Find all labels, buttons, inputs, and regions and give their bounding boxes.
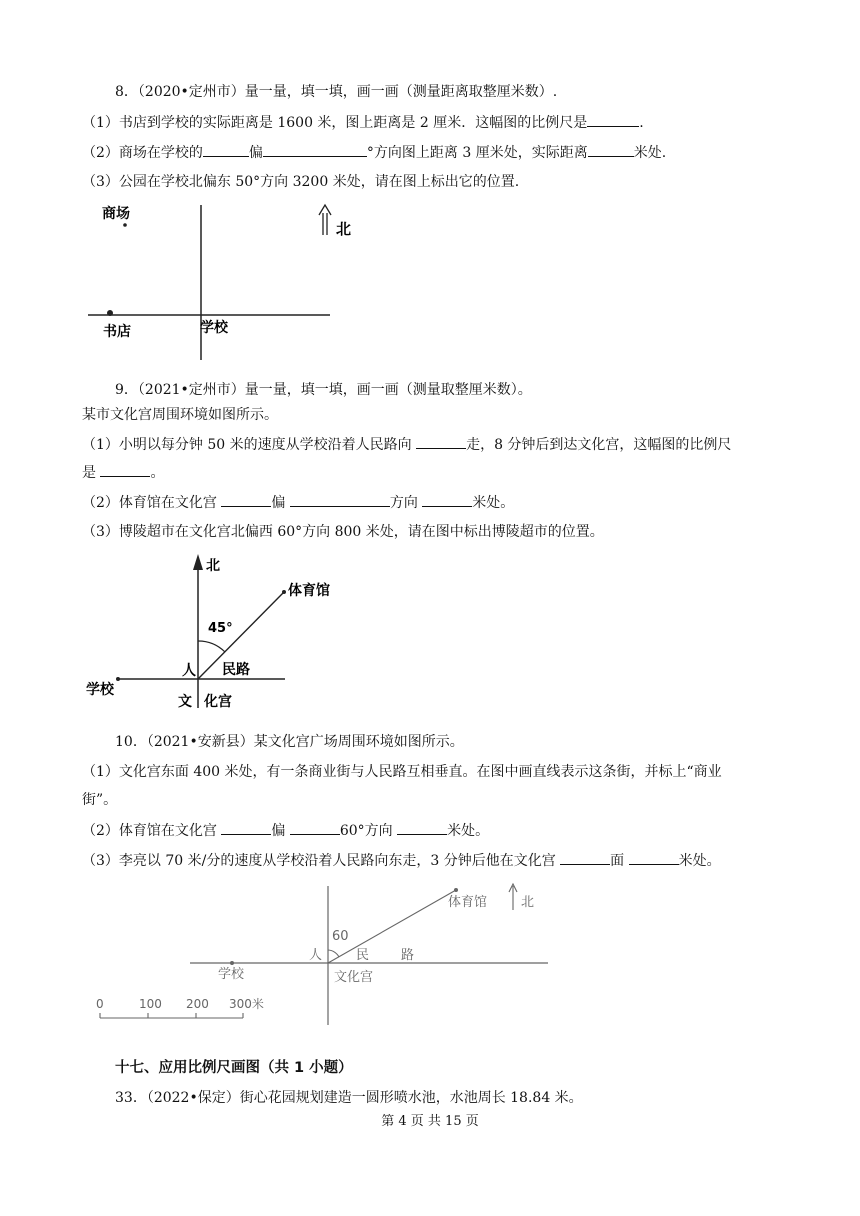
q10-blank-distance[interactable] [397,820,447,835]
q8-part2-text-b: 偏 [248,145,263,161]
q10-part3 [82,850,721,871]
q10-blank-meters[interactable] [629,850,679,865]
q10-blank-direction[interactable] [560,850,610,865]
page-footer: 第 4 页 共 15 页 [381,1114,479,1129]
q9-label-wen: 文 [178,694,192,710]
q10-part2 [82,820,489,841]
q8-part2 [82,142,666,163]
q9-label-north: 北 [206,558,220,574]
q9-blank-direction[interactable] [416,434,466,449]
q10-school-point [230,961,234,965]
q10-part1: （1）文化宫东面 400 米处，有一条商业街与人民路互相垂直。在图中画直线表示这条街，并标上“商业 [82,764,722,780]
q10-map-figure [88,880,560,1030]
q9-label-school: 学校 [86,682,114,698]
q10-title: 10．（2021•安新县）某文化宫广场周围环境如图所示。 [115,734,464,750]
q10-scale-label-200: 200 [186,997,209,1011]
q10-label-palace: 文化宫 [334,970,374,985]
q8-map-figure [80,195,370,370]
q10-part2-text-b: 偏 [271,823,286,839]
q9-part1-cont [82,462,164,483]
q9-stadium-point [282,590,286,594]
north-arrow-icon [319,205,331,235]
q8-part2-text-d: 米处. [633,145,667,161]
q9-part2-text-d: 米处。 [472,495,515,511]
q9-title: 9．（2021•定州市）量一量，填一填，画一画（测量取整厘米数）。 [115,382,532,398]
q9-part2-text-b: 偏 [271,495,286,511]
q8-part2-text-a: （2）商场在学校的 [82,145,203,161]
q9-blank-dir2[interactable] [290,492,390,507]
q9-part1-text-a: （1）小明以每分钟 50 米的速度从学校沿着人民路向 [82,437,412,453]
q10-label-school: 学校 [218,967,245,982]
q8-part1 [82,112,644,133]
q9-part2-text-c: 方向 [389,495,418,511]
q10-part2-text-a: （2）体育馆在文化宫 [82,823,217,839]
q8-label-school: 学校 [200,320,228,336]
q8-label-mall: 商场 [102,206,130,222]
q9-blank-scale[interactable] [100,462,150,477]
q10-scale-label-0: 0 [96,997,104,1011]
q8-mall-point [123,223,127,227]
q9-map-figure [80,548,330,713]
q8-label-bookstore: 书店 [103,324,131,340]
q8-blank-dir1[interactable] [203,142,249,157]
q9-intro: 某市文化宫周围环境如图所示。 [82,407,278,423]
q10-part2-text-c: 60°方向 [339,823,393,839]
q8-part1-text: （1）书店到学校的实际距离是 1600 米，图上距离是 2 厘米．这幅图的比例尺是 [82,115,588,131]
q9-part2 [82,492,514,513]
q8-part1-end: . [639,115,644,131]
q8-part2-text-c: °方向图上距离 3 厘米处，实际距离 [366,145,588,161]
q10-blank-dir1[interactable] [221,820,271,835]
q8-title: 8．（2020•定州市）量一量，填一填，画一画（测量距离取整厘米数）. [115,84,558,100]
q10-label-north: 北 [521,895,535,910]
q10-label-angle: 60 [332,929,349,944]
q8-part3: （3）公园在学校北偏东 50°方向 3200 米处，请在图上标出它的位置. [82,174,520,190]
q10-stadium-line [328,890,456,963]
q9-label-angle: 45° [208,621,233,636]
q9-blank-distance[interactable] [422,492,472,507]
north-arrow-icon [193,554,203,570]
q10-part3-text-a: （3）李亮以 70 米/分的速度从学校沿着人民路向东走，3 分钟后他在文化宫 [82,853,556,869]
q9-part1 [82,434,731,455]
q9-angle-arc [198,641,225,652]
q33-text: 33．（2022•保定）街心花园规划建造一圆形喷水池，水池周长 18.84 米。 [115,1090,583,1106]
q10-label-ren: 人 [309,948,323,963]
q10-label-stadium: 体育馆 [448,895,488,910]
q10-label-min: 民 [356,948,370,963]
section-heading: 十七、应用比例尺画图（共 1 小题） [115,1060,353,1076]
q10-part3-text-b: 面 [610,853,625,869]
q8-blank-scale[interactable] [587,112,639,127]
q9-school-point [116,677,120,681]
q9-part1-text-d: 。 [150,465,165,481]
q9-part1-text-b: 走，8 分钟后到达文化宫，这幅图的比例尺 [466,437,732,453]
q10-part3-text-c: 米处。 [678,853,721,869]
q9-blank-dir1[interactable] [221,492,271,507]
q8-bookstore-point [107,310,113,316]
q8-label-north: 北 [336,220,352,238]
q9-part3: （3）博陵超市在文化宫北偏西 60°方向 800 米处，请在图中标出博陵超市的位置。 [82,524,604,540]
q8-blank-distance[interactable] [588,142,634,157]
q9-label-huagong: 化宫 [204,694,232,710]
q9-label-minlu: 民路 [222,662,250,678]
q9-label-stadium: 体育馆 [288,583,330,599]
q10-label-lu: 路 [401,948,415,963]
q10-scale-label-300: 300米 [229,997,264,1011]
q10-part1-cont: 街”。 [82,792,118,808]
q9-part1-text-c: 是 [82,465,96,481]
q10-part2-text-d: 米处。 [447,823,490,839]
q10-scale-label-100: 100 [139,997,162,1011]
q9-label-ren: 人 [182,663,196,679]
q8-blank-angle[interactable] [263,142,367,157]
q9-part2-text-a: （2）体育馆在文化宫 [82,495,217,511]
q10-blank-dir2[interactable] [290,820,340,835]
q10-stadium-point [454,888,458,892]
q10-angle-arc [328,950,339,957]
